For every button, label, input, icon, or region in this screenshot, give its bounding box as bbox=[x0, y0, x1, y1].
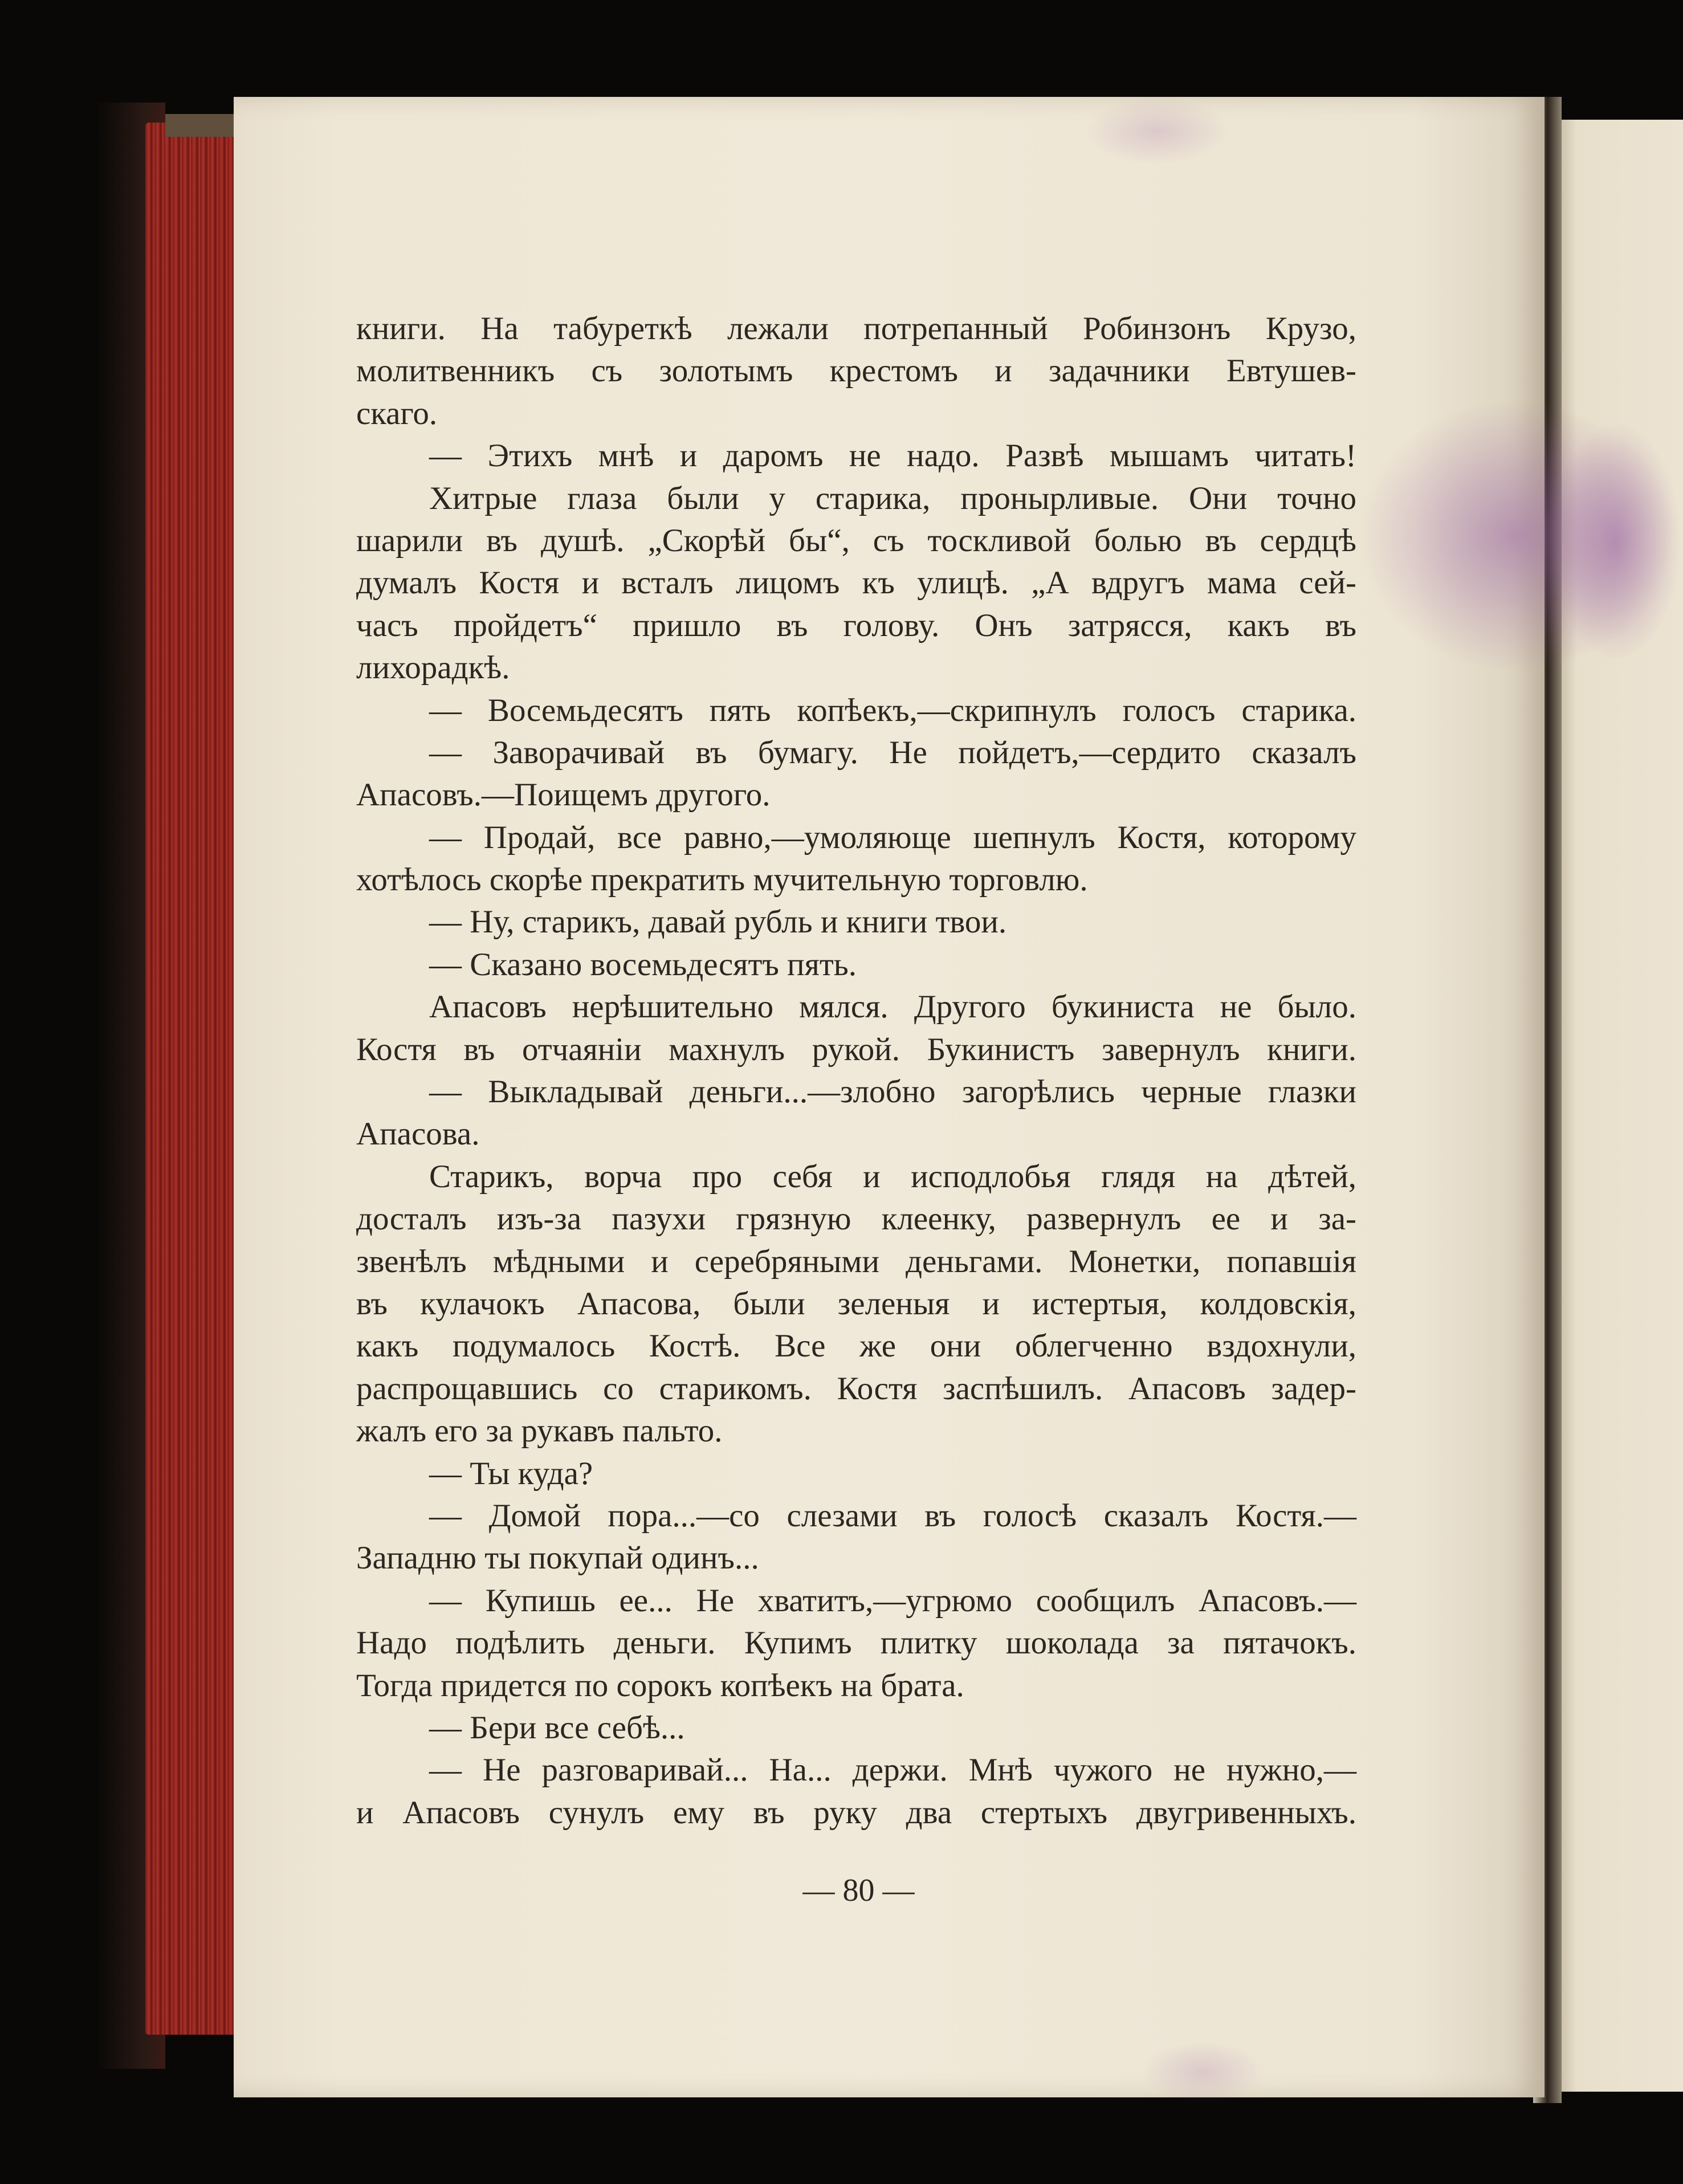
text-line: — Этихъ мнѣ и даромъ не надо. Развѣ мышамъ читать! bbox=[429, 438, 1356, 474]
text-line: думалъ Костя и всталъ лицомъ къ улицѣ. „А вдругъ мама сей- bbox=[356, 565, 1356, 601]
page-body-text bbox=[356, 308, 1356, 1834]
text-line: — Продай, все равно,—умоляюще шепнулъ Костя, которому bbox=[429, 819, 1356, 855]
text-line: книги. На табуреткѣ лежали потрепанный Робинзонъ Крузо, bbox=[356, 311, 1356, 347]
text-line: — Ну, старикъ, давай рубль и книги твои. bbox=[429, 904, 1007, 940]
text-line: — Ты куда? bbox=[429, 1455, 593, 1492]
text-line: скаго. bbox=[356, 395, 438, 431]
ink-stain bbox=[1550, 422, 1681, 661]
text-line: и Апасовъ сунулъ ему въ руку два стертыхъ двугривенныхъ. bbox=[356, 1794, 1356, 1831]
text-line: — Домой пора...—со слезами въ голосѣ сказалъ Костя.— bbox=[429, 1497, 1356, 1534]
text-line: жалъ его за рукавъ пальто. bbox=[356, 1413, 723, 1449]
red-page-edges bbox=[145, 123, 245, 2035]
ink-stain bbox=[1140, 2040, 1265, 2103]
text-line: досталъ изъ-за пазухи грязную клеенку, развернулъ ее и за- bbox=[356, 1201, 1356, 1237]
text-line: шарили въ душѣ. „Скорѣй бы“, съ тоскливой болью въ сердцѣ bbox=[356, 522, 1356, 559]
text-line: — Заворачивай въ бумагу. Не пойдетъ,—сердито сказалъ bbox=[429, 734, 1356, 771]
text-line: Апасовъ нерѣшительно мялся. Другого букиниста не было. bbox=[429, 989, 1356, 1025]
text-line: молитвенникъ съ золотымъ крестомъ и задачники Евтушев- bbox=[356, 353, 1356, 389]
text-line: звенѣлъ мѣдными и серебряными деньгами. Монетки, попавшія bbox=[356, 1243, 1356, 1280]
text-line: — Сказано восемьдесятъ пять. bbox=[429, 946, 857, 983]
text-line: Западню ты покупай одинъ... bbox=[356, 1540, 759, 1576]
text-line: Апасова. bbox=[356, 1116, 480, 1152]
text-line: Костя въ отчаяніи махнулъ рукой. Букинистъ завернулъ книги. bbox=[356, 1031, 1356, 1067]
text-line: распрощавшись со старикомъ. Костя заспѣшилъ. Апасовъ задер- bbox=[356, 1370, 1356, 1407]
text-line: Старикъ, ворча про себя и исподлобья глядя на дѣтей, bbox=[429, 1158, 1356, 1195]
page-number: — 80 — bbox=[802, 1873, 915, 1908]
ink-stain bbox=[1083, 97, 1231, 165]
text-line: въ кулачокъ Апасова, были зеленыя и истертыя, колдовскія, bbox=[356, 1285, 1356, 1322]
text-line: Хитрые глаза были у старика, пронырливые. Они точно bbox=[429, 480, 1356, 516]
text-line: — Восемьдесятъ пять копѣекъ,—скрипнулъ голосъ старика. bbox=[429, 692, 1356, 728]
text-line: — Бери все себѣ... bbox=[429, 1709, 685, 1746]
text-line: — Не разговаривай... На... держи. Мнѣ чужого не нужно,— bbox=[429, 1752, 1356, 1788]
text-line: Надо подѣлить деньги. Купимъ плитку шоколада за пятачокъ. bbox=[356, 1625, 1356, 1661]
text-line: Тогда придется по сорокъ копѣекъ на брата. bbox=[356, 1667, 964, 1704]
text-line: Апасовъ.—Поищемъ другого. bbox=[356, 777, 771, 813]
text-line: какъ подумалось Костѣ. Все же они облегченно вздохнули, bbox=[356, 1328, 1356, 1364]
text-line: часъ пройдетъ“ пришло въ голову. Онъ затрясся, какъ въ bbox=[356, 607, 1356, 643]
text-line: — Купишь ее... Не хватитъ,—угрюмо сообщилъ Апасовъ.— bbox=[429, 1582, 1356, 1619]
text-line: хотѣлось скорѣе прекратить мучительную торговлю. bbox=[356, 862, 1088, 898]
text-line: — Выкладывай деньги...—злобно загорѣлись черные глазки bbox=[429, 1074, 1356, 1110]
text-line: лихорадкѣ. bbox=[356, 650, 510, 686]
